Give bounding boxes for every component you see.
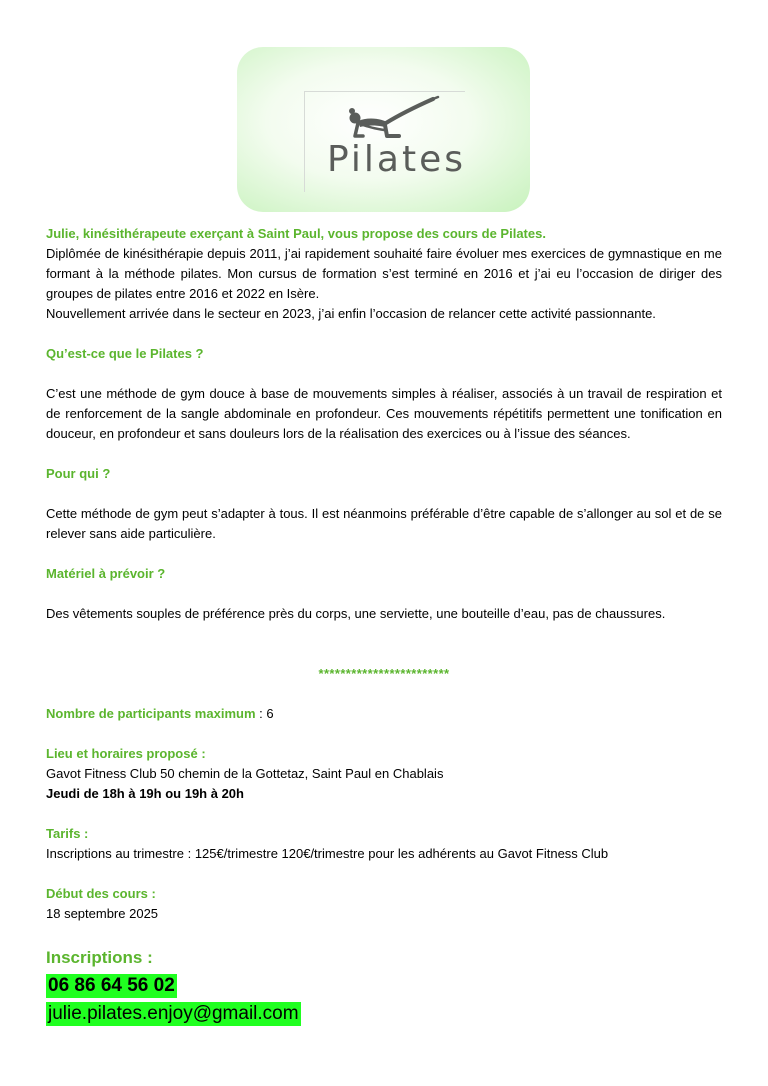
intro-paragraph-2: Nouvellement arrivée dans le secteur en 2023, j’ai enfin l’occasion de relancer cette activité passionnante. xyxy=(46,306,656,321)
participants-value: 6 xyxy=(266,706,274,721)
main-content xyxy=(46,224,722,924)
registration-section xyxy=(46,946,301,1026)
participants-label: Nombre de participants maximum xyxy=(46,706,256,721)
prices-body: Inscriptions au trimestre : 125€/trimestre 120€/trimestre pour les adhérents au Gavot Fitness Club xyxy=(46,846,609,861)
equipment-heading: Matériel à prévoir ? xyxy=(46,566,166,581)
location-address: Gavot Fitness Club 50 chemin de la Gottetaz, Saint Paul en Chablais xyxy=(46,766,444,781)
logo-text: Pilates xyxy=(327,139,467,180)
separator-stars: ************************ xyxy=(318,666,450,681)
participants-colon: : xyxy=(255,706,267,721)
phone-number[interactable]: 06 86 64 56 02 xyxy=(48,975,175,996)
intro-heading: Julie, kinésithérapeute exerçant à Saint Paul, vous propose des cours de Pilates. xyxy=(46,226,546,241)
registration-heading: Inscriptions : xyxy=(46,948,153,967)
who-body: Cette méthode de gym peut s’adapter à tous. Il est néanmoins préférable d’être capable de s’allonger au sol et de se relever sans aide particulière. xyxy=(46,506,722,541)
start-heading: Début des cours : xyxy=(46,886,156,901)
prices-heading: Tarifs : xyxy=(46,826,89,841)
who-heading: Pour qui ? xyxy=(46,466,111,481)
equipment-body: Des vêtements souples de préférence près du corps, une serviette, une bouteille d’eau, pas de chaussures. xyxy=(46,606,666,621)
what-body: C’est une méthode de gym douce à base de mouvements simples à réaliser, associés à un travail de respiration et de renforcement de la sangle abdominale en profondeur. Ces mouvements répétitifs permettent une tonification en douceur, en profondeur et sans douleurs lors de la réalisation des exercices ou à l’issue des séances. xyxy=(46,386,722,441)
pilates-logo xyxy=(237,47,530,212)
start-date: 18 septembre 2025 xyxy=(46,906,159,921)
email-address[interactable]: julie.pilates.enjoy@gmail.com xyxy=(48,1003,299,1024)
location-schedule: Jeudi de 18h à 19h ou 19h à 20h xyxy=(46,786,244,801)
what-heading: Qu’est-ce que le Pilates ? xyxy=(46,346,204,361)
intro-paragraph-1: Diplômée de kinésithérapie depuis 2011, j’ai rapidement souhaité faire évoluer mes exercices de gymnastique en me formant à la méthode pilates. Mon cursus de formation s’est terminé en 2016 et j’ai eu l’occasion de diriger des groupes de pilates entre 2016 et 2022 en Isère. xyxy=(46,246,722,301)
location-heading: Lieu et horaires proposé : xyxy=(46,746,206,761)
pilates-woman-silhouette-icon xyxy=(237,47,530,212)
participants-line xyxy=(46,704,722,724)
